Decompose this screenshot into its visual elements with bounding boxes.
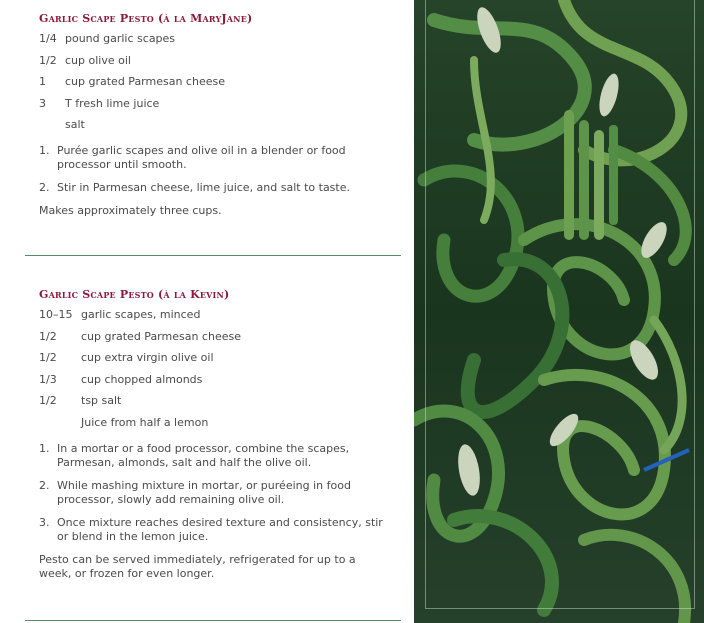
ingredient-list [39, 308, 389, 430]
recipe-note: Pesto can be served immediately, refrigerated for up to a week, or frozen for even longer. [39, 552, 356, 580]
ingredient-row [39, 394, 389, 408]
step-text: In a mortar or a food processor, combine the scapes, Parmesan, almonds, salt and half the olive oil. [57, 441, 350, 469]
ingredient-item: tsp salt [81, 394, 122, 407]
ingredient-item: salt [65, 118, 85, 131]
ingredient-item: cup grated Parmesan cheese [81, 329, 241, 343]
ingredient-row [39, 373, 389, 387]
recipe-note: Makes approximately three cups. [39, 204, 222, 217]
ingredient-qty: 3 [39, 96, 46, 110]
ingredient-row [39, 118, 389, 132]
ingredient-qty [39, 118, 65, 132]
recipe-title: Garlic Scape Pesto (à la MaryJane) [39, 12, 253, 25]
garlic-scapes-photo [414, 0, 704, 623]
ingredient-qty [39, 416, 81, 430]
ingredient-item: T fresh lime juice [65, 96, 160, 110]
ingredient-item: pound garlic scapes [65, 32, 176, 45]
garlic-scapes-illustration [414, 0, 704, 623]
ingredient-row [39, 97, 389, 111]
step-text: Once mixture reaches desired texture and consistency, stir or blend in the lemon juice. [57, 515, 383, 543]
step-item [39, 144, 389, 172]
step-text: While mashing mixture in mortar, or puréeing in food processor, slowly add remaining olive oil. [57, 478, 351, 506]
step-text: Stir in Parmesan cheese, lime juice, and salt to taste. [57, 181, 350, 194]
ingredient-row [39, 32, 389, 46]
ingredient-row [39, 330, 389, 344]
ingredient-row [39, 75, 389, 89]
step-list [39, 442, 389, 544]
ingredient-qty: 1/2 [39, 394, 57, 407]
recipe-kevin [39, 288, 389, 581]
step-item [39, 516, 389, 544]
ingredient-qty: 10–15 [39, 308, 73, 321]
ingredient-qty: 1/2 [39, 351, 57, 364]
ingredient-item: cup olive oil [65, 53, 131, 67]
recipe-title: Garlic Scape Pesto (à la Kevin) [39, 288, 230, 301]
ingredient-qty: 1/2 [39, 53, 57, 67]
section-divider [25, 620, 401, 621]
recipe-maryjane [39, 12, 389, 218]
ingredient-qty: 1 [39, 75, 46, 88]
ingredient-row [39, 351, 389, 365]
step-item [39, 181, 389, 195]
ingredient-item: cup extra virgin olive oil [81, 351, 214, 364]
step-number: 3. [39, 515, 50, 529]
section-divider [25, 255, 401, 256]
ingredient-qty: 1/3 [39, 372, 57, 386]
ingredient-item: cup grated Parmesan cheese [65, 75, 225, 88]
step-item [39, 479, 389, 507]
ingredient-row [39, 416, 389, 430]
ingredient-qty: 1/4 [39, 32, 57, 45]
ingredient-qty: 1/2 [39, 329, 57, 343]
ingredient-item: Juice from half a lemon [81, 415, 209, 429]
step-number: 2. [39, 181, 50, 194]
ingredient-item: cup chopped almonds [81, 372, 203, 386]
step-list [39, 144, 389, 195]
ingredient-row [39, 54, 389, 68]
step-text: Purée garlic scapes and olive oil in a blender or food processor until smooth. [57, 144, 346, 171]
ingredient-item: garlic scapes, minced [81, 308, 201, 321]
step-number: 1. [39, 144, 50, 157]
photo-shade [414, 0, 704, 623]
ingredient-list [39, 32, 389, 132]
ingredient-row [39, 308, 389, 322]
step-item [39, 442, 389, 470]
step-number: 2. [39, 478, 50, 492]
step-number: 1. [39, 441, 50, 455]
